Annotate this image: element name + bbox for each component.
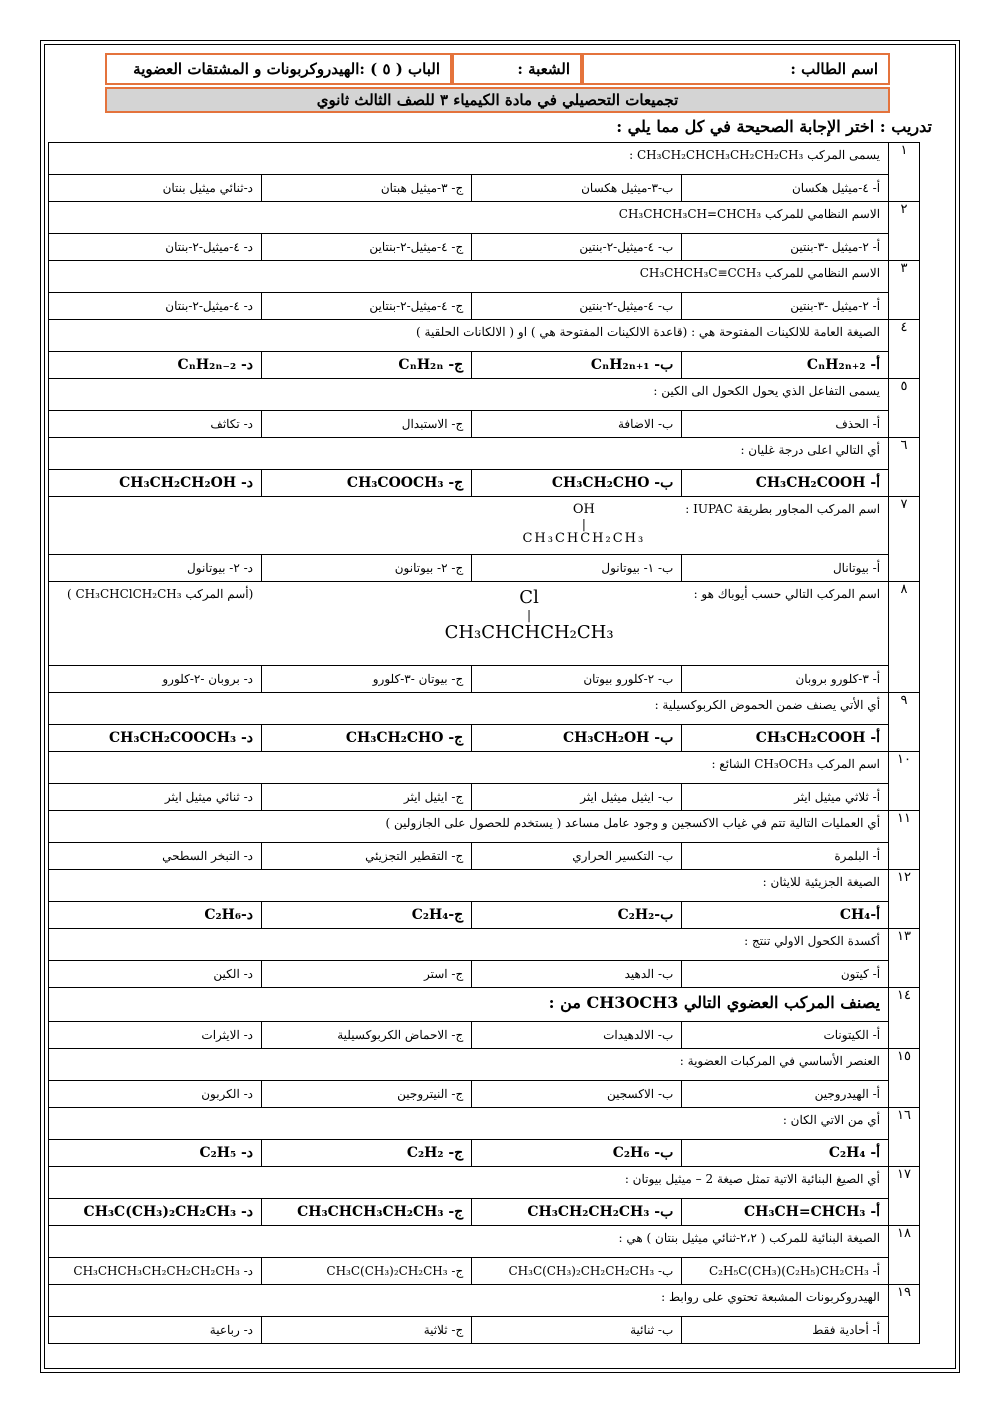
option-text: ج- CH₃CHCH₃CH₂CH₃ — [297, 1204, 464, 1220]
answer-option[interactable] — [49, 1081, 262, 1108]
option-text: د-C₂H₆ — [204, 907, 253, 923]
question-stem — [49, 929, 889, 961]
option-text: ب-٣-ميثيل هكسان — [581, 181, 674, 195]
option-text: أ- C₂H₅C(CH₃)(C₂H₅)CH₂CH₃ — [709, 1264, 881, 1278]
question-stem-row — [49, 1167, 920, 1199]
answer-option[interactable] — [49, 843, 262, 870]
option-text: د- التبخر السطحي — [162, 849, 253, 863]
options-row — [49, 293, 920, 320]
option-text: ج-C₂H₄ — [411, 907, 464, 923]
option-text: ب- الالدهيدات — [603, 1028, 674, 1042]
question-number: ١٣ — [889, 929, 920, 988]
option-text: أ- CₙH₂ₙ₊₂ — [806, 357, 881, 373]
answer-option[interactable] — [49, 666, 262, 693]
question-stem-row — [49, 929, 920, 961]
student-name-field[interactable]: اسم الطالب : — [582, 53, 890, 85]
question-text: الهيدروكربونات المشبعة تحتوي على روابط : — [661, 1290, 881, 1304]
answer-option[interactable] — [49, 1199, 262, 1226]
answer-option[interactable] — [472, 470, 682, 497]
options-row — [49, 1140, 920, 1167]
question-stem-row — [49, 811, 920, 843]
question-stem — [49, 1167, 889, 1199]
question-text: الاسم النظامي للمركب CH₃CHCH₃C≡CCH₃ — [639, 266, 881, 280]
question-stem — [49, 811, 889, 843]
options-row — [49, 902, 920, 929]
answer-option[interactable] — [682, 411, 889, 438]
option-text: ب- ثنائية — [630, 1323, 674, 1337]
question-number: ٣ — [889, 261, 920, 320]
options-row — [49, 961, 920, 988]
option-text: أ- الهيدروجين — [814, 1087, 881, 1101]
question-stem — [49, 1108, 889, 1140]
answer-option[interactable] — [262, 293, 472, 320]
options-row — [49, 784, 920, 811]
question-stem — [49, 988, 889, 1022]
option-text: ج- ٤-ميثيل-٢-بنتاين — [369, 240, 464, 254]
question-text: الصيغة العامة للالكينات المفتوحة هي : (قاعدة الالكينات المفتوحة هي ) او ( الالكانات الحلقية ) — [416, 325, 881, 339]
question-text: اسم المركب التالي حسب أيوباك هو : — [693, 587, 881, 601]
answer-option[interactable] — [472, 411, 682, 438]
question-stem-row — [49, 1285, 920, 1317]
question-stem — [49, 1285, 889, 1317]
option-text: د- CH₃CH₂COOCH₃ — [109, 730, 253, 746]
section-field[interactable]: الشعبة : — [452, 53, 582, 85]
answer-option[interactable] — [472, 843, 682, 870]
option-text: د- CH₃C(CH₃)₂CH₂CH₃ — [83, 1204, 253, 1220]
question-text: اسم المركب CH₃OCH₃ الشائع : — [711, 757, 881, 771]
option-text: د- ثنائي ميثيل ايثر — [164, 790, 253, 804]
option-text: أ- CH₃CH=CHCH₃ — [743, 1204, 881, 1220]
option-text: ب- ٤-ميثيل-٢-بنتين — [579, 240, 674, 254]
options-row — [49, 1258, 920, 1285]
options-row — [49, 1199, 920, 1226]
option-text: ج- ٣-ميثيل هبتان — [380, 181, 464, 195]
option-text: د- الكين — [213, 967, 253, 981]
question-stem-row — [49, 497, 920, 555]
formula-main-chain: CH₃CHCH₂CH₃ — [522, 531, 646, 546]
options-row — [49, 234, 920, 261]
questions-table — [48, 142, 920, 1344]
answer-option[interactable] — [262, 555, 472, 582]
question-number: ٦ — [889, 438, 920, 497]
answer-option[interactable] — [262, 666, 472, 693]
option-text: أ- الكيتونات — [823, 1028, 881, 1042]
answer-option[interactable] — [682, 961, 889, 988]
answer-option[interactable] — [49, 784, 262, 811]
question-stem — [49, 1226, 889, 1258]
question-stem-row — [49, 202, 920, 234]
answer-option[interactable] — [49, 411, 262, 438]
option-text: ب- ٢-كلورو بيوتان — [583, 672, 674, 686]
question-stem-row — [49, 1049, 920, 1081]
question-number: ٩ — [889, 693, 920, 752]
answer-option[interactable] — [262, 1022, 472, 1049]
answer-option[interactable] — [472, 1317, 682, 1344]
option-text: أ- CH₃CH₂COOH — [755, 730, 881, 746]
option-text: أ- أحادية فقط — [812, 1323, 881, 1337]
question-number: ١١ — [889, 811, 920, 870]
option-text: ب-C₂H₂ — [617, 907, 674, 923]
option-text: د- CₙH₂ₙ₋₂ — [177, 357, 253, 373]
option-text: أ- ٢-ميثيل -٣-بنتين — [790, 240, 881, 254]
answer-option[interactable] — [682, 1317, 889, 1344]
option-text: أ-CH₄ — [839, 907, 881, 923]
option-text: أ- ٢-ميثيل -٣-بنتين — [790, 299, 881, 313]
question-stem — [49, 497, 889, 555]
question-stem — [49, 1049, 889, 1081]
option-text: ج- استر — [423, 967, 464, 981]
question-number: ١٤ — [889, 988, 920, 1049]
option-text: د- الكربون — [201, 1087, 253, 1101]
answer-option[interactable] — [49, 470, 262, 497]
question-text: أي العمليات التالية تتم في غياب الاكسجين و وجود عامل مساعد ( يستخدم للحصول على الجازولين ) — [385, 816, 881, 830]
question-text: يسمى المركب CH₃CH₂CHCH₃CH₂CH₂CH₃ : — [629, 148, 881, 162]
option-text: ب- الدهيد — [624, 967, 674, 981]
question-stem-row — [49, 379, 920, 411]
option-text: د- رباعية — [209, 1323, 253, 1337]
answer-option[interactable] — [472, 1140, 682, 1167]
instruction-text: تدريب : اختر الإجابة الصحيحة في كل مما يلي : — [616, 117, 932, 136]
option-text: ب- CH₃C(CH₃)₂CH₂CH₂CH₃ — [508, 1264, 674, 1278]
answer-option[interactable] — [682, 1140, 889, 1167]
options-row — [49, 555, 920, 582]
options-row — [49, 175, 920, 202]
answer-option[interactable] — [262, 902, 472, 929]
option-text: ج- التقطير التجزيئي — [365, 849, 464, 863]
answer-option[interactable] — [682, 1199, 889, 1226]
formula-substituent: OH — [572, 502, 595, 517]
answer-option[interactable] — [472, 784, 682, 811]
answer-option[interactable] — [49, 352, 262, 379]
question-stem — [49, 143, 889, 175]
option-text: ب- الاضافة — [617, 417, 674, 431]
chapter-title: الباب ( ٥ ) :الهيدروكربونات و المشتقات العضوية — [105, 53, 452, 85]
answer-option[interactable] — [472, 175, 682, 202]
answer-option[interactable] — [49, 175, 262, 202]
option-text: أ- CH₃CH₂COOH — [755, 475, 881, 491]
options-row — [49, 470, 920, 497]
structural-formula — [522, 502, 645, 546]
answer-option[interactable] — [472, 555, 682, 582]
answer-option[interactable] — [682, 725, 889, 752]
option-text: أ- C₂H₄ — [828, 1145, 881, 1161]
answer-option[interactable] — [49, 902, 262, 929]
question-text: أكسدة الكحول الاولي تنتج : — [744, 934, 881, 948]
option-text: ب- التكسير الحراري — [572, 849, 674, 863]
option-text: أ- ثلاثي ميثيل ايثر — [794, 790, 881, 804]
answer-option[interactable] — [472, 1022, 682, 1049]
option-text: ج- النيتروجين — [397, 1087, 464, 1101]
question-stem — [49, 693, 889, 725]
options-row — [49, 411, 920, 438]
question-number: ٧ — [889, 497, 920, 582]
answer-option[interactable] — [262, 175, 472, 202]
question-text: الصيغة الجزيئية للايثان : — [762, 875, 881, 889]
question-stem-row — [49, 261, 920, 293]
option-text: أ- الحذف — [835, 417, 881, 431]
answer-option[interactable] — [49, 961, 262, 988]
answer-option[interactable] — [682, 1022, 889, 1049]
option-text: د- ٤-ميثيل-٢-بنتان — [165, 240, 253, 254]
answer-option[interactable] — [49, 234, 262, 261]
question-number: ١٠ — [889, 752, 920, 811]
answer-option[interactable] — [262, 1258, 472, 1285]
question-text: أي التالي اعلى درجة غليان : — [740, 443, 881, 457]
answer-option[interactable] — [262, 1317, 472, 1344]
answer-option[interactable] — [682, 293, 889, 320]
option-text: أ- ٤-ميثيل هكسان — [791, 181, 881, 195]
question-number: ٥ — [889, 379, 920, 438]
question-text: أي الصيغ البنائية الاتية تمثل صيغة 2 – ميثيل بيوتان : — [624, 1172, 881, 1186]
answer-option[interactable] — [682, 1258, 889, 1285]
question-stem-row — [49, 438, 920, 470]
answer-option[interactable] — [49, 1140, 262, 1167]
question-stem — [49, 582, 889, 666]
question-stem — [49, 379, 889, 411]
options-row — [49, 843, 920, 870]
question-stem — [49, 261, 889, 293]
option-text: ج- الاحماض الكربوكسيلية — [337, 1028, 464, 1042]
options-row — [49, 352, 920, 379]
answer-option[interactable] — [262, 1199, 472, 1226]
answer-option[interactable] — [682, 234, 889, 261]
option-text: د- بروبان -٢-كلورو — [162, 672, 253, 686]
option-text: ب- CH₃CH₂OH — [562, 730, 674, 746]
option-text: د- C₂H₅ — [199, 1145, 253, 1161]
option-text: ج- CₙH₂ₙ — [398, 357, 464, 373]
option-text: د- ٢- بيوتانول — [187, 561, 253, 575]
options-row — [49, 1081, 920, 1108]
question-stem-row — [49, 870, 920, 902]
question-stem-row — [49, 693, 920, 725]
question-stem-row — [49, 752, 920, 784]
page-subtitle: تجميعات التحصيلي في مادة الكيمياء ٣ للصف الثالث ثانوي — [105, 87, 890, 113]
header-fields — [105, 53, 890, 85]
answer-option[interactable] — [682, 175, 889, 202]
question-number: ١٦ — [889, 1108, 920, 1167]
option-text: ب- ايثيل ميثيل ايثر — [580, 790, 674, 804]
option-text: ب- الاكسجين — [607, 1087, 674, 1101]
bond-line: | — [527, 608, 532, 622]
answer-option[interactable] — [682, 902, 889, 929]
answer-option[interactable] — [49, 725, 262, 752]
question-number: ١٩ — [889, 1285, 920, 1344]
answer-option[interactable] — [472, 902, 682, 929]
question-text: الصيغة البنائية للمركب ( ٢،٢-ثنائي ميثيل بنتان ) هي : — [618, 1231, 881, 1245]
formula-substituent: Cl — [519, 587, 539, 608]
question-text: أي الأتي يصنف ضمن الحموض الكربوكسيلية : — [654, 698, 881, 712]
option-text: د- الايثرات — [201, 1028, 253, 1042]
answer-option[interactable] — [49, 1317, 262, 1344]
question-number: ١٢ — [889, 870, 920, 929]
option-text: د- CH₃CHCH₃CH₂CH₂CH₂CH₃ — [73, 1264, 253, 1278]
option-text: ب- ١- بيوتانول — [601, 561, 674, 575]
option-text: ج- بيوتان -٣-كلورو — [372, 672, 464, 686]
answer-option[interactable] — [682, 352, 889, 379]
option-text: أ- البلمرة — [834, 849, 881, 863]
question-text: اسم المركب المجاور بطريقة IUPAC : — [685, 502, 881, 516]
question-text: الاسم النظامي للمركب CH₃CHCH₃CH=CHCH₃ — [618, 207, 881, 221]
question-stem-row — [49, 582, 920, 666]
question-stem — [49, 320, 889, 352]
question-text: يسمى التفاعل الذي يحول الكحول الى الكين : — [653, 384, 881, 398]
question-stem-row — [49, 143, 920, 175]
question-stem-row — [49, 1226, 920, 1258]
answer-option[interactable] — [262, 234, 472, 261]
option-text: ب- C₂H₆ — [612, 1145, 674, 1161]
options-row — [49, 725, 920, 752]
question-number: ١٧ — [889, 1167, 920, 1226]
option-text: أ- بيوتانال — [832, 561, 881, 575]
answer-option[interactable] — [682, 555, 889, 582]
option-text: ج- ٤-ميثيل-٢-بنتاين — [369, 299, 464, 313]
question-number: ١ — [889, 143, 920, 202]
option-text: أ- ٣-كلورو بروبان — [795, 672, 881, 686]
answer-option[interactable] — [472, 1199, 682, 1226]
answer-option[interactable] — [262, 961, 472, 988]
question-number: ٤ — [889, 320, 920, 379]
answer-option[interactable] — [682, 843, 889, 870]
answer-option[interactable] — [262, 725, 472, 752]
option-text: ج- CH₃C(CH₃)₂CH₂CH₃ — [326, 1264, 464, 1278]
option-text: ب- CH₃CH₂CHO — [551, 475, 674, 491]
question-stem-row — [49, 1108, 920, 1140]
question-stem — [49, 202, 889, 234]
option-text: ج- ايثيل ايثر — [403, 790, 464, 804]
question-stem — [49, 438, 889, 470]
answer-option[interactable] — [472, 1081, 682, 1108]
answer-option[interactable] — [262, 470, 472, 497]
answer-option[interactable] — [472, 1258, 682, 1285]
options-row — [49, 1317, 920, 1344]
answer-option[interactable] — [49, 293, 262, 320]
option-text: ج- الاستبدال — [401, 417, 464, 431]
option-text: د- CH₃CH₂CH₂OH — [119, 475, 253, 491]
answer-option[interactable] — [262, 843, 472, 870]
answer-option[interactable] — [49, 1258, 262, 1285]
option-text: ج- C₂H₂ — [406, 1145, 464, 1161]
answer-option[interactable] — [262, 411, 472, 438]
question-number: ١٨ — [889, 1226, 920, 1285]
answer-option[interactable] — [49, 1022, 262, 1049]
question-text: أي من الاتي الكان : — [782, 1113, 881, 1127]
answer-option[interactable] — [262, 1081, 472, 1108]
options-row — [49, 1022, 920, 1049]
option-text: ج- ٢- بيوتانون — [394, 561, 464, 575]
question-stem-row — [49, 988, 920, 1022]
question-stem — [49, 870, 889, 902]
question-text: العنصر الأساسي في المركبات العضوية : — [679, 1054, 881, 1068]
answer-option[interactable] — [472, 234, 682, 261]
answer-option[interactable] — [472, 352, 682, 379]
answer-option[interactable] — [262, 352, 472, 379]
option-text: د-ثنائي ميثيل بنتان — [162, 181, 253, 195]
answer-option[interactable] — [472, 725, 682, 752]
option-text: ج- ثلاثية — [423, 1323, 464, 1337]
answer-option[interactable] — [682, 1081, 889, 1108]
question-stem-row — [49, 320, 920, 352]
answer-option[interactable] — [472, 293, 682, 320]
option-text: ب- CₙH₂ₙ₊₁ — [590, 357, 674, 373]
option-text: أ- كيتون — [840, 967, 881, 981]
answer-option[interactable] — [682, 470, 889, 497]
answer-option[interactable] — [262, 784, 472, 811]
option-text: د- ٤-ميثيل-٢-بنتان — [165, 299, 253, 313]
question-number: ١٥ — [889, 1049, 920, 1108]
answer-option[interactable] — [472, 961, 682, 988]
answer-option[interactable] — [262, 1140, 472, 1167]
option-text: د- تكاثف — [210, 417, 253, 431]
formula-note: (أسم المركب CH₃CHClCH₂CH₃ ) — [67, 587, 254, 601]
answer-option[interactable] — [49, 555, 262, 582]
formula-main-chain: CH₃CHCHCH₂CH₃ — [444, 622, 614, 643]
option-text: ب- CH₃CH₂CH₂CH₃ — [527, 1204, 674, 1220]
answer-option[interactable] — [682, 784, 889, 811]
option-text: ج- CH₃CH₂CHO — [345, 730, 464, 746]
options-row — [49, 666, 920, 693]
answer-option[interactable] — [682, 666, 889, 693]
option-text: ج- CH₃COOCH₃ — [346, 475, 464, 491]
question-text: يصنف المركب العضوي التالي CH3OCH3 من : — [548, 993, 881, 1012]
answer-option[interactable] — [472, 666, 682, 693]
question-number: ٢ — [889, 202, 920, 261]
bond-line: | — [581, 517, 586, 531]
question-number: ٨ — [889, 582, 920, 693]
option-text: ب- ٤-ميثيل-٢-بنتين — [579, 299, 674, 313]
question-stem — [49, 752, 889, 784]
structural-formula — [445, 587, 614, 643]
